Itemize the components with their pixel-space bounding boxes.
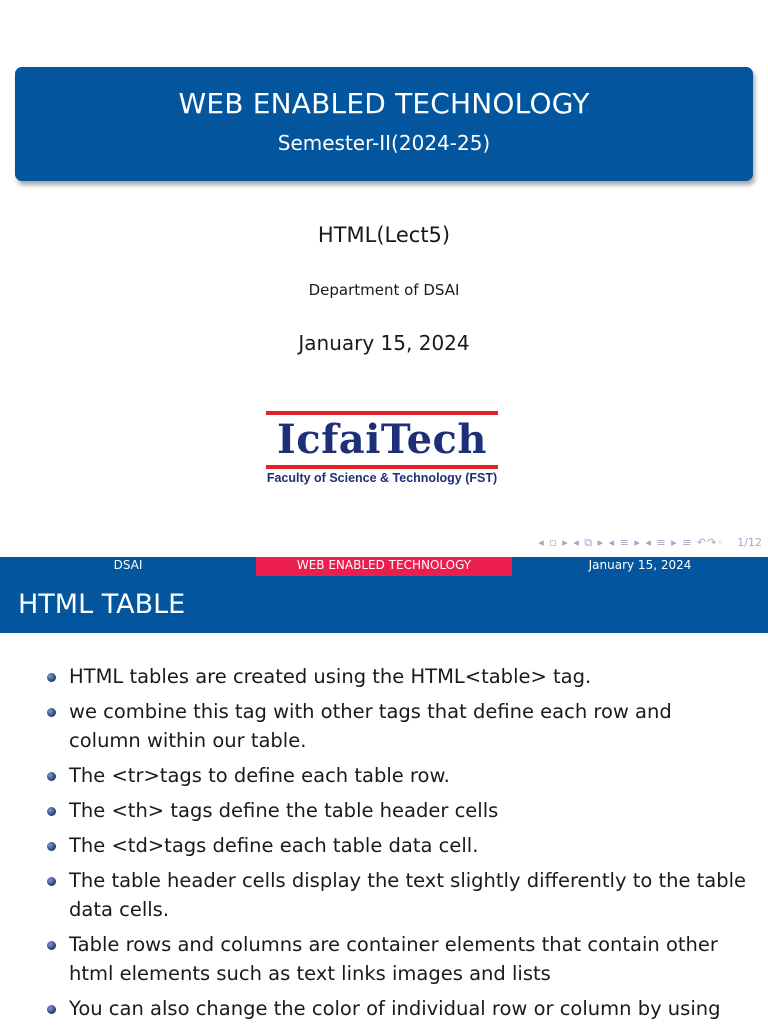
logo-top-stripe [266,411,498,415]
bullet-icon [47,807,56,816]
icfaitech-logo [262,404,502,496]
list-item: The <td>tags define each table data cell. [0,831,768,860]
bullet-icon [47,1005,56,1014]
beamer-navigation[interactable] [538,536,762,550]
list-item: You can also change the color of individual row or column by using [0,994,768,1023]
frame-title-bar [0,576,768,633]
bullet-icon [47,877,56,886]
page-number: 1/12 [737,536,762,549]
title-box [15,67,753,181]
bullet-icon [47,842,56,851]
logo-brand: IcfaiTech [277,416,487,463]
semester-subtitle: Semester-II(2024-25) [277,131,491,155]
logo-bottom-stripe [266,465,498,469]
list-item: The <th> tags define the table header cells [0,796,768,825]
list-item: we combine this tag with other tags that define each row and column within our table. [0,697,768,755]
bullet-icon [47,941,56,950]
slide-footer [0,557,768,576]
frame-title: HTML TABLE [18,589,186,620]
presentation-date: January 15, 2024 [298,331,470,355]
navigation-icons[interactable]: ◂ ▫ ▸ ◂ ⧉ ▸ ◂ ≡ ▸ ◂ ≡ ▸ ≡ ↶↷◦ [538,536,725,549]
list-item: Table rows and columns are container elements that contain other html elements such as text links images and lists [0,930,768,988]
department: Department of DSAI [308,281,460,299]
footer-author: DSAI [113,558,143,572]
list-item: HTML tables are created using the HTML<table> tag. [0,662,768,691]
bullet-icon [47,772,56,781]
list-item: The table header cells display the text slightly differently to the table data cells. [0,866,768,924]
course-title: WEB ENABLED TECHNOLOGY [178,87,590,120]
bullet-list [0,662,768,1029]
bullet-icon [47,673,56,682]
bullet-icon [47,708,56,717]
list-item: The <tr>tags to define each table row. [0,761,768,790]
lecture-title: HTML(Lect5) [317,223,451,247]
logo-tagline: Faculty of Science & Technology (FST) [266,471,498,485]
footer-date: January 15, 2024 [588,558,692,572]
footer-title: WEB ENABLED TECHNOLOGY [256,557,512,576]
